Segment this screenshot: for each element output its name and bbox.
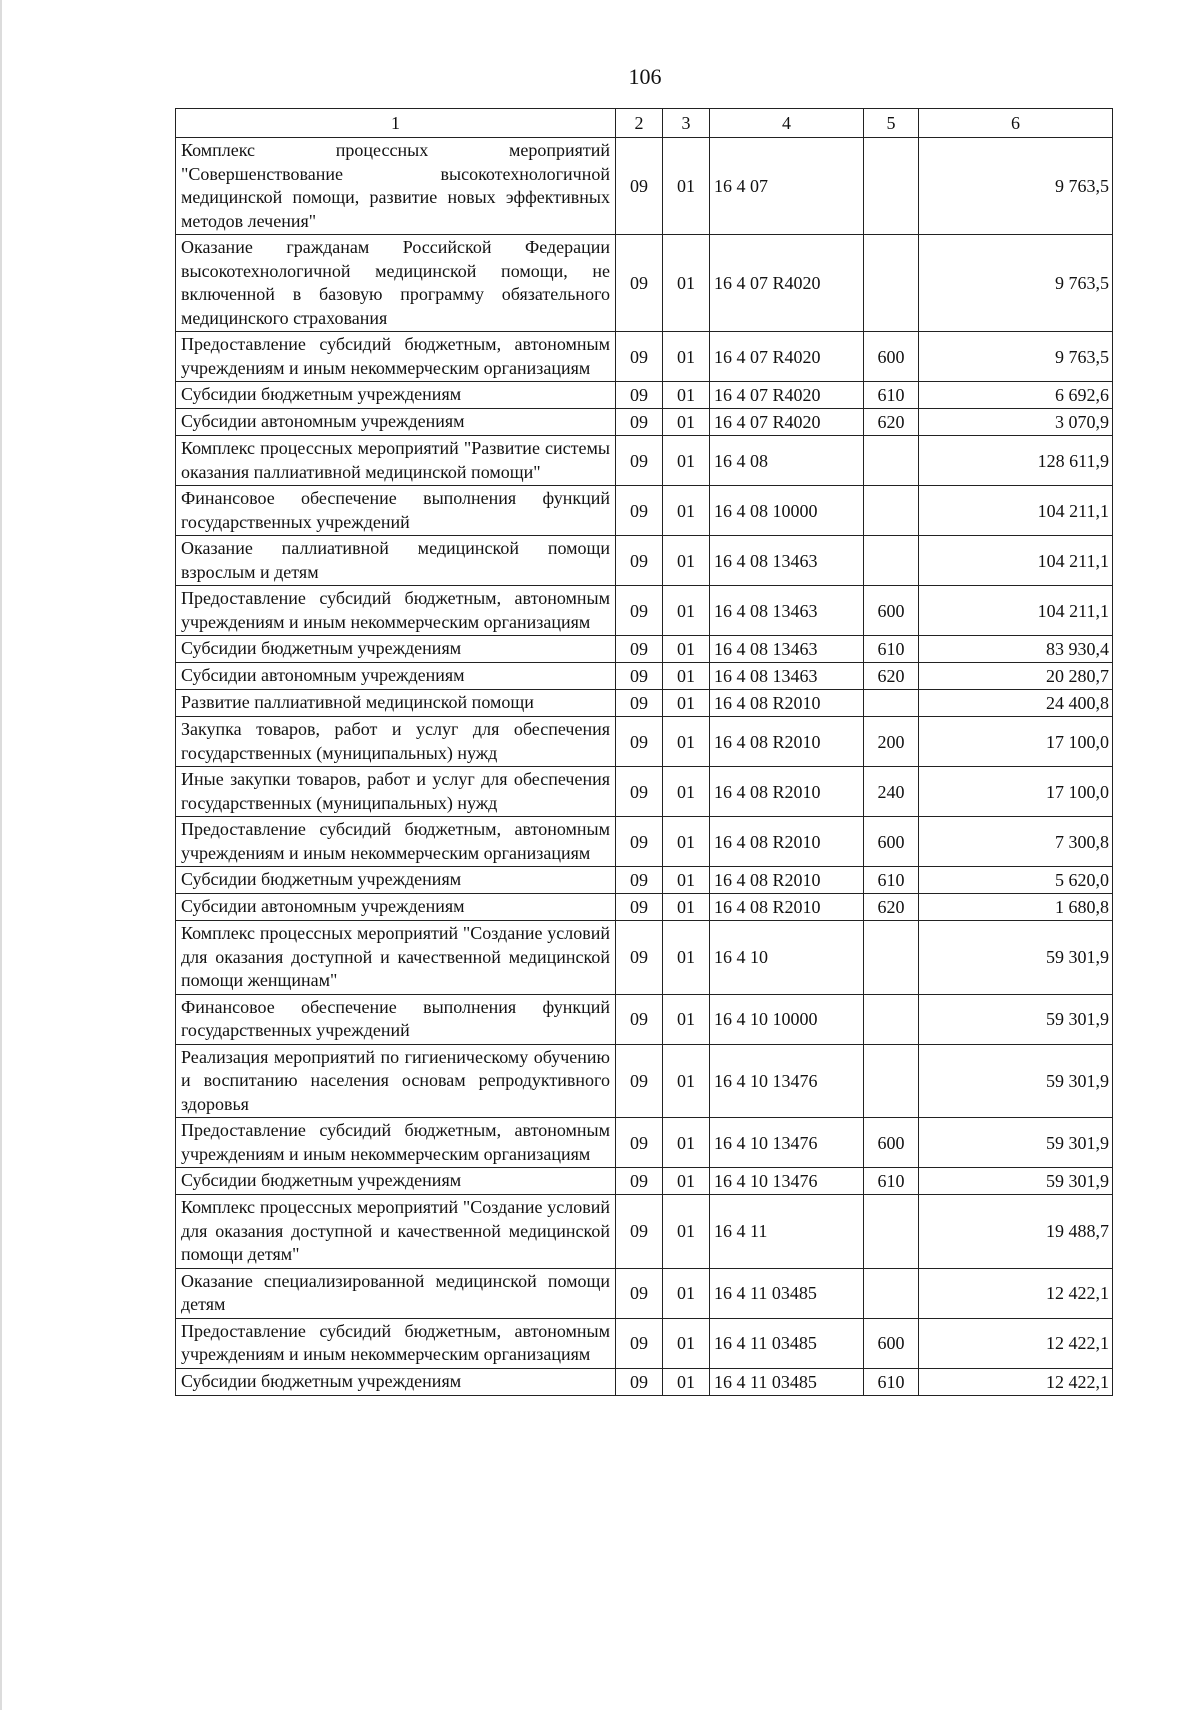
cell-amount: 12 422,1 bbox=[919, 1368, 1113, 1395]
cell-section: 09 bbox=[616, 382, 663, 409]
cell-section: 09 bbox=[616, 536, 663, 586]
cell-expense-type bbox=[864, 138, 919, 235]
cell-name: Развитие паллиативной медицинской помощи bbox=[176, 690, 616, 717]
table-row bbox=[176, 663, 1113, 690]
cell-amount: 59 301,9 bbox=[919, 921, 1113, 995]
cell-amount: 104 211,1 bbox=[919, 586, 1113, 636]
cell-expense-type bbox=[864, 536, 919, 586]
cell-amount: 17 100,0 bbox=[919, 717, 1113, 767]
cell-subsection: 01 bbox=[663, 1368, 710, 1395]
cell-target-article: 16 4 11 03485 bbox=[710, 1318, 864, 1368]
cell-amount: 9 763,5 bbox=[919, 332, 1113, 382]
cell-expense-type: 620 bbox=[864, 409, 919, 436]
cell-expense-type: 240 bbox=[864, 767, 919, 817]
cell-subsection: 01 bbox=[663, 586, 710, 636]
cell-section: 09 bbox=[616, 994, 663, 1044]
cell-name: Оказание гражданам Российской Федерации высокотехнологичной медицинской помощи, не включенной в базовую программу обязательного медицинского страхования bbox=[176, 235, 616, 332]
cell-amount: 20 280,7 bbox=[919, 663, 1113, 690]
cell-subsection: 01 bbox=[663, 486, 710, 536]
cell-amount: 104 211,1 bbox=[919, 536, 1113, 586]
cell-expense-type: 600 bbox=[864, 1118, 919, 1168]
cell-expense-type bbox=[864, 921, 919, 995]
cell-target-article: 16 4 11 03485 bbox=[710, 1368, 864, 1395]
cell-section: 09 bbox=[616, 1318, 663, 1368]
cell-subsection: 01 bbox=[663, 690, 710, 717]
cell-expense-type: 610 bbox=[864, 1168, 919, 1195]
table-row bbox=[176, 1318, 1113, 1368]
cell-expense-type: 200 bbox=[864, 717, 919, 767]
cell-name: Оказание паллиативной медицинской помощи взрослым и детям bbox=[176, 536, 616, 586]
table-row bbox=[176, 436, 1113, 486]
cell-name: Комплекс процессных мероприятий "Создание условий для оказания доступной и качественной медицинской помощи детям" bbox=[176, 1195, 616, 1269]
cell-expense-type: 600 bbox=[864, 1318, 919, 1368]
cell-expense-type: 610 bbox=[864, 1368, 919, 1395]
cell-target-article: 16 4 08 13463 bbox=[710, 663, 864, 690]
cell-name: Оказание специализированной медицинской помощи детям bbox=[176, 1268, 616, 1318]
cell-expense-type: 600 bbox=[864, 586, 919, 636]
cell-amount: 6 692,6 bbox=[919, 382, 1113, 409]
table-row bbox=[176, 409, 1113, 436]
cell-target-article: 16 4 07 R4020 bbox=[710, 382, 864, 409]
table-row bbox=[176, 1044, 1113, 1118]
cell-target-article: 16 4 10 13476 bbox=[710, 1168, 864, 1195]
table-row bbox=[176, 921, 1113, 995]
table-row bbox=[176, 817, 1113, 867]
cell-expense-type: 610 bbox=[864, 867, 919, 894]
cell-expense-type bbox=[864, 486, 919, 536]
cell-subsection: 01 bbox=[663, 332, 710, 382]
cell-target-article: 16 4 07 R4020 bbox=[710, 409, 864, 436]
cell-expense-type bbox=[864, 1195, 919, 1269]
cell-target-article: 16 4 08 13463 bbox=[710, 636, 864, 663]
cell-target-article: 16 4 08 R2010 bbox=[710, 767, 864, 817]
cell-expense-type: 620 bbox=[864, 663, 919, 690]
cell-name: Предоставление субсидий бюджетным, автономным учреждениям и иным некоммерческим организациям bbox=[176, 1318, 616, 1368]
col-header-name: 1 bbox=[176, 109, 616, 138]
cell-section: 09 bbox=[616, 867, 663, 894]
cell-subsection: 01 bbox=[663, 717, 710, 767]
cell-section: 09 bbox=[616, 817, 663, 867]
table-row bbox=[176, 1118, 1113, 1168]
cell-expense-type bbox=[864, 436, 919, 486]
cell-subsection: 01 bbox=[663, 1044, 710, 1118]
budget-table bbox=[175, 108, 1113, 1396]
cell-amount: 19 488,7 bbox=[919, 1195, 1113, 1269]
table-row bbox=[176, 867, 1113, 894]
cell-name: Субсидии бюджетным учреждениям bbox=[176, 867, 616, 894]
cell-subsection: 01 bbox=[663, 235, 710, 332]
cell-expense-type: 610 bbox=[864, 382, 919, 409]
cell-section: 09 bbox=[616, 717, 663, 767]
cell-target-article: 16 4 10 bbox=[710, 921, 864, 995]
cell-subsection: 01 bbox=[663, 921, 710, 995]
table-row bbox=[176, 994, 1113, 1044]
cell-section: 09 bbox=[616, 1368, 663, 1395]
col-header-expense-type: 5 bbox=[864, 109, 919, 138]
col-header-target-article: 4 bbox=[710, 109, 864, 138]
cell-expense-type: 600 bbox=[864, 817, 919, 867]
cell-amount: 128 611,9 bbox=[919, 436, 1113, 486]
cell-name: Комплекс процессных мероприятий "Развитие системы оказания паллиативной медицинской помощи" bbox=[176, 436, 616, 486]
cell-target-article: 16 4 10 13476 bbox=[710, 1118, 864, 1168]
col-header-section: 2 bbox=[616, 109, 663, 138]
cell-subsection: 01 bbox=[663, 767, 710, 817]
cell-section: 09 bbox=[616, 1118, 663, 1168]
cell-amount: 12 422,1 bbox=[919, 1318, 1113, 1368]
table-row bbox=[176, 536, 1113, 586]
table-row bbox=[176, 717, 1113, 767]
cell-subsection: 01 bbox=[663, 636, 710, 663]
cell-subsection: 01 bbox=[663, 817, 710, 867]
col-header-amount: 6 bbox=[919, 109, 1113, 138]
cell-section: 09 bbox=[616, 1168, 663, 1195]
cell-target-article: 16 4 10 13476 bbox=[710, 1044, 864, 1118]
cell-target-article: 16 4 07 R4020 bbox=[710, 332, 864, 382]
cell-target-article: 16 4 08 10000 bbox=[710, 486, 864, 536]
cell-target-article: 16 4 08 R2010 bbox=[710, 717, 864, 767]
cell-amount: 59 301,9 bbox=[919, 994, 1113, 1044]
table-row bbox=[176, 382, 1113, 409]
cell-expense-type bbox=[864, 994, 919, 1044]
cell-section: 09 bbox=[616, 1044, 663, 1118]
cell-name: Предоставление субсидий бюджетным, автономным учреждениям и иным некоммерческим организациям bbox=[176, 817, 616, 867]
cell-target-article: 16 4 10 10000 bbox=[710, 994, 864, 1044]
cell-name: Комплекс процессных мероприятий "Создание условий для оказания доступной и качественной медицинской помощи женщинам" bbox=[176, 921, 616, 995]
cell-target-article: 16 4 07 R4020 bbox=[710, 235, 864, 332]
cell-name: Субсидии бюджетным учреждениям bbox=[176, 636, 616, 663]
cell-subsection: 01 bbox=[663, 1318, 710, 1368]
cell-name: Иные закупки товаров, работ и услуг для обеспечения государственных (муниципальных) нужд bbox=[176, 767, 616, 817]
cell-amount: 12 422,1 bbox=[919, 1268, 1113, 1318]
table-row bbox=[176, 1368, 1113, 1395]
cell-amount: 9 763,5 bbox=[919, 138, 1113, 235]
cell-section: 09 bbox=[616, 409, 663, 436]
page-number: 106 bbox=[628, 64, 662, 89]
cell-target-article: 16 4 07 bbox=[710, 138, 864, 235]
cell-name: Субсидии бюджетным учреждениям bbox=[176, 1168, 616, 1195]
cell-subsection: 01 bbox=[663, 663, 710, 690]
cell-section: 09 bbox=[616, 663, 663, 690]
table-row bbox=[176, 894, 1113, 921]
cell-name: Предоставление субсидий бюджетным, автономным учреждениям и иным некоммерческим организациям bbox=[176, 332, 616, 382]
cell-expense-type bbox=[864, 235, 919, 332]
cell-name: Закупка товаров, работ и услуг для обеспечения государственных (муниципальных) нужд bbox=[176, 717, 616, 767]
cell-amount: 24 400,8 bbox=[919, 690, 1113, 717]
cell-name: Субсидии автономным учреждениям bbox=[176, 663, 616, 690]
cell-target-article: 16 4 08 R2010 bbox=[710, 894, 864, 921]
table-row bbox=[176, 332, 1113, 382]
cell-amount: 5 620,0 bbox=[919, 867, 1113, 894]
scan-edge bbox=[0, 0, 2, 1710]
cell-amount: 3 070,9 bbox=[919, 409, 1113, 436]
cell-name: Финансовое обеспечение выполнения функций государственных учреждений bbox=[176, 994, 616, 1044]
col-header-subsection: 3 bbox=[663, 109, 710, 138]
table-body bbox=[176, 138, 1113, 1396]
cell-amount: 59 301,9 bbox=[919, 1044, 1113, 1118]
table-row bbox=[176, 138, 1113, 235]
table-row bbox=[176, 767, 1113, 817]
cell-section: 09 bbox=[616, 332, 663, 382]
cell-amount: 7 300,8 bbox=[919, 817, 1113, 867]
cell-target-article: 16 4 08 13463 bbox=[710, 586, 864, 636]
cell-expense-type: 600 bbox=[864, 332, 919, 382]
table-row bbox=[176, 1195, 1113, 1269]
cell-expense-type bbox=[864, 690, 919, 717]
cell-amount: 59 301,9 bbox=[919, 1118, 1113, 1168]
cell-section: 09 bbox=[616, 1195, 663, 1269]
cell-section: 09 bbox=[616, 486, 663, 536]
cell-section: 09 bbox=[616, 436, 663, 486]
cell-amount: 9 763,5 bbox=[919, 235, 1113, 332]
cell-target-article: 16 4 11 03485 bbox=[710, 1268, 864, 1318]
cell-section: 09 bbox=[616, 894, 663, 921]
cell-section: 09 bbox=[616, 690, 663, 717]
cell-subsection: 01 bbox=[663, 138, 710, 235]
cell-amount: 17 100,0 bbox=[919, 767, 1113, 817]
table-row bbox=[176, 636, 1113, 663]
cell-subsection: 01 bbox=[663, 409, 710, 436]
cell-expense-type bbox=[864, 1044, 919, 1118]
cell-subsection: 01 bbox=[663, 1268, 710, 1318]
table-row bbox=[176, 486, 1113, 536]
table-row bbox=[176, 1168, 1113, 1195]
cell-subsection: 01 bbox=[663, 867, 710, 894]
cell-subsection: 01 bbox=[663, 1195, 710, 1269]
table-row bbox=[176, 235, 1113, 332]
cell-subsection: 01 bbox=[663, 1118, 710, 1168]
cell-target-article: 16 4 08 R2010 bbox=[710, 817, 864, 867]
cell-amount: 104 211,1 bbox=[919, 486, 1113, 536]
table-row bbox=[176, 690, 1113, 717]
cell-name: Субсидии бюджетным учреждениям bbox=[176, 1368, 616, 1395]
cell-amount: 83 930,4 bbox=[919, 636, 1113, 663]
cell-subsection: 01 bbox=[663, 994, 710, 1044]
cell-section: 09 bbox=[616, 767, 663, 817]
cell-target-article: 16 4 08 R2010 bbox=[710, 867, 864, 894]
cell-name: Субсидии автономным учреждениям bbox=[176, 409, 616, 436]
header-row bbox=[176, 109, 1113, 138]
cell-target-article: 16 4 08 R2010 bbox=[710, 690, 864, 717]
cell-section: 09 bbox=[616, 921, 663, 995]
cell-target-article: 16 4 08 13463 bbox=[710, 536, 864, 586]
cell-amount: 1 680,8 bbox=[919, 894, 1113, 921]
cell-name: Комплекс процессных мероприятий "Совершенствование высокотехнологичной медицинской помощи, развитие новых эффективных методов лечения" bbox=[176, 138, 616, 235]
cell-amount: 59 301,9 bbox=[919, 1168, 1113, 1195]
cell-target-article: 16 4 11 bbox=[710, 1195, 864, 1269]
table-row bbox=[176, 1268, 1113, 1318]
cell-section: 09 bbox=[616, 138, 663, 235]
cell-expense-type bbox=[864, 1268, 919, 1318]
cell-subsection: 01 bbox=[663, 536, 710, 586]
cell-name: Реализация мероприятий по гигиеническому обучению и воспитанию населения основам репродуктивного здоровья bbox=[176, 1044, 616, 1118]
cell-subsection: 01 bbox=[663, 436, 710, 486]
cell-subsection: 01 bbox=[663, 1168, 710, 1195]
cell-expense-type: 610 bbox=[864, 636, 919, 663]
cell-section: 09 bbox=[616, 1268, 663, 1318]
cell-expense-type: 620 bbox=[864, 894, 919, 921]
cell-name: Субсидии бюджетным учреждениям bbox=[176, 382, 616, 409]
cell-subsection: 01 bbox=[663, 894, 710, 921]
cell-section: 09 bbox=[616, 636, 663, 663]
cell-name: Субсидии автономным учреждениям bbox=[176, 894, 616, 921]
cell-section: 09 bbox=[616, 586, 663, 636]
cell-name: Предоставление субсидий бюджетным, автономным учреждениям и иным некоммерческим организациям bbox=[176, 586, 616, 636]
cell-name: Финансовое обеспечение выполнения функций государственных учреждений bbox=[176, 486, 616, 536]
cell-section: 09 bbox=[616, 235, 663, 332]
cell-target-article: 16 4 08 bbox=[710, 436, 864, 486]
cell-name: Предоставление субсидий бюджетным, автономным учреждениям и иным некоммерческим организациям bbox=[176, 1118, 616, 1168]
table-row bbox=[176, 586, 1113, 636]
cell-subsection: 01 bbox=[663, 382, 710, 409]
